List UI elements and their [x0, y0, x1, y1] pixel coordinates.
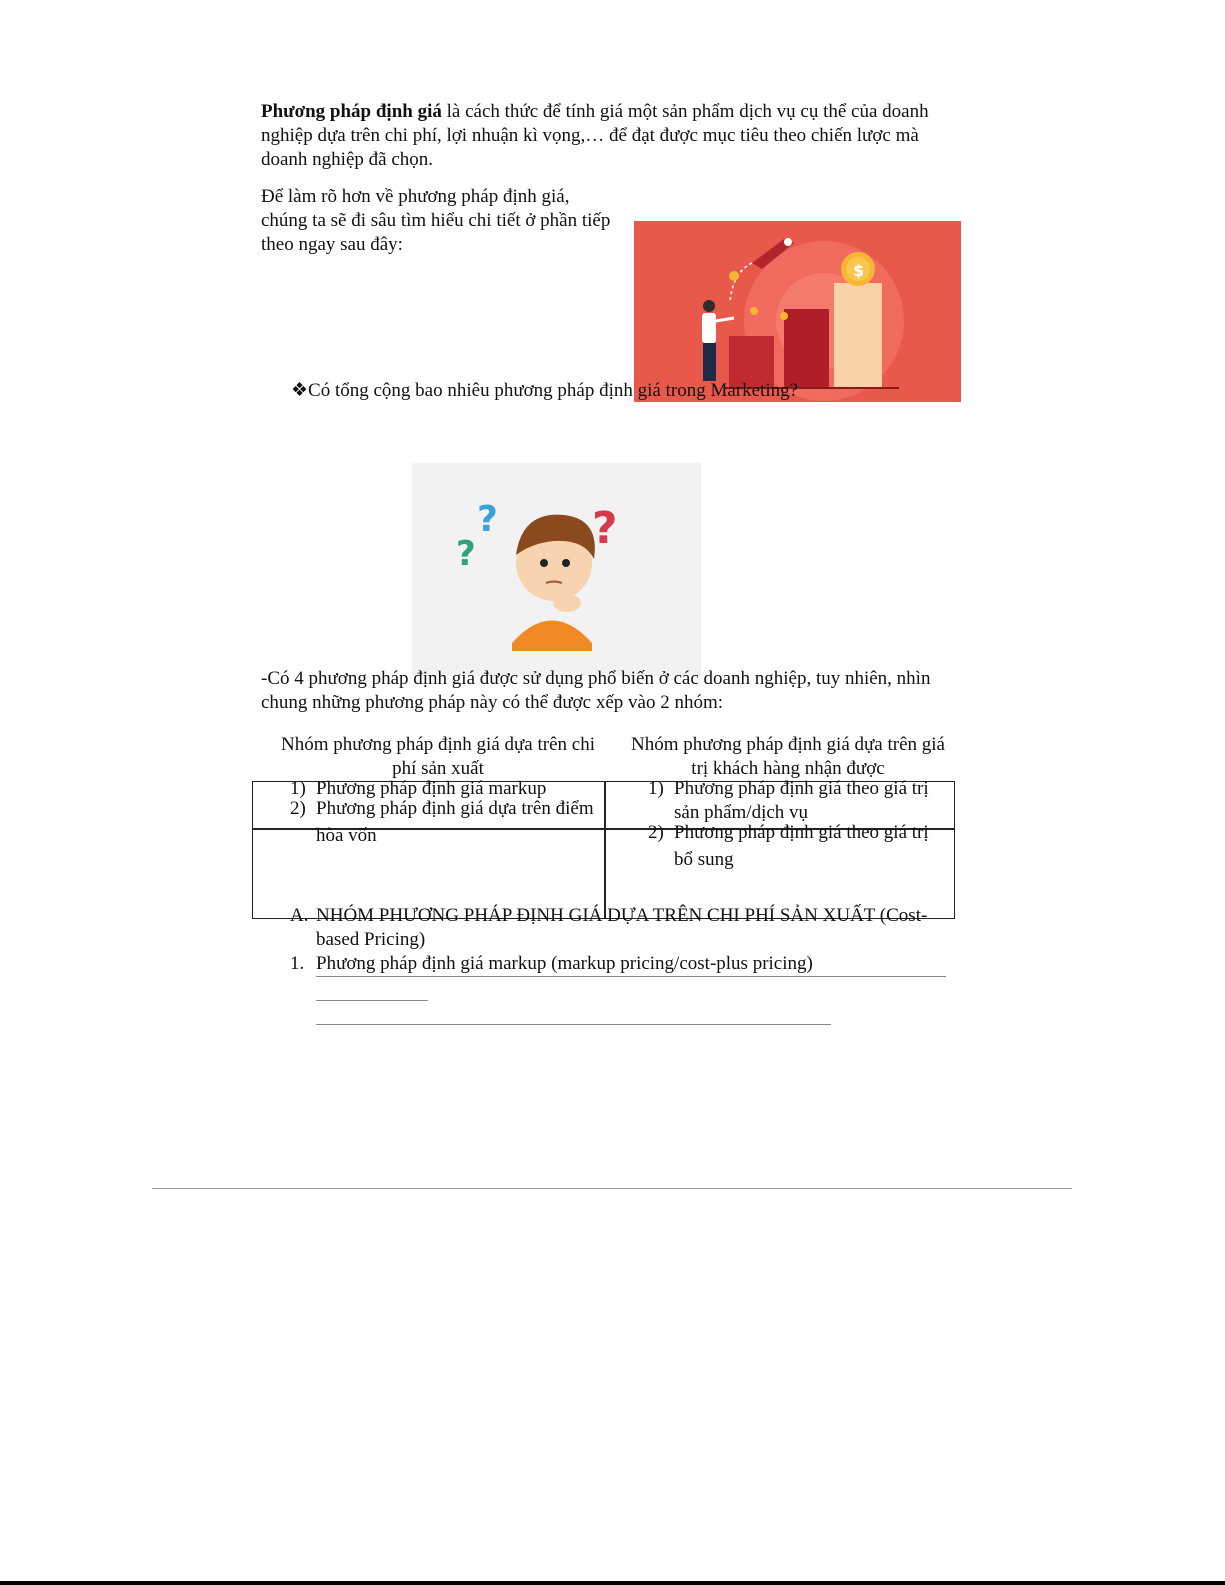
list-item-line-1: Phương pháp định giá dựa trên điểm	[316, 798, 594, 819]
numbered-item-1-text: Phương pháp định giá markup (markup pricing/cost-plus pricing)	[316, 953, 813, 974]
list-item-line-1: Phương pháp định giá theo giá trị	[674, 822, 929, 843]
question-line	[291, 379, 991, 403]
thinking-boy-illustration	[412, 463, 701, 676]
page-separator	[152, 1188, 1072, 1189]
answer-line-2: chung những phương pháp này có thể được xếp vào 2 nhóm:	[261, 692, 724, 713]
list-item-line-2: hòa vốn	[316, 825, 377, 846]
list-item-text: Phương pháp định giá markup	[316, 778, 547, 799]
svg-text:?: ?	[477, 499, 498, 540]
svg-text:?: ?	[592, 503, 618, 554]
answer-paragraph	[261, 667, 951, 715]
list-item-number: 2)	[290, 798, 306, 819]
list-item-line-1: Phương pháp định giá theo giá trị	[674, 778, 929, 799]
explain-paragraph	[261, 185, 631, 257]
list-item-number: 1)	[648, 778, 664, 799]
intro-line-3: doanh nghiệp đã chọn.	[261, 149, 434, 170]
numbered-item-1	[290, 952, 950, 976]
list-item	[290, 797, 610, 848]
thinking-person-icon	[412, 463, 701, 676]
diamond-bullet-icon: ❖	[291, 380, 309, 401]
underline-rule	[316, 1000, 428, 1001]
left-group-list	[290, 777, 610, 848]
section-a-text	[316, 904, 927, 952]
list-item-text	[316, 797, 594, 848]
section-a-line-2: based Pricing)	[316, 929, 426, 950]
explain-line-3: theo ngay sau đây:	[261, 234, 403, 255]
underline-rule	[316, 1024, 831, 1025]
section-a-heading	[290, 904, 950, 952]
left-group-header-line-2: phí sản xuất	[392, 758, 484, 779]
right-group-list	[648, 777, 948, 872]
list-item-text	[674, 821, 929, 872]
left-group-header	[268, 733, 608, 781]
explain-line-1: Để làm rõ hơn về phương pháp định giá,	[261, 186, 570, 207]
right-group-header-line-2: trị khách hàng nhận được	[691, 758, 885, 779]
intro-line-2: nghiệp dựa trên chi phí, lợi nhuận kì vọng,… để đạt được mục tiêu theo chiến lược mà	[261, 125, 919, 146]
intro-line-1	[261, 100, 951, 124]
list-item-number: 1)	[290, 778, 306, 799]
list-item-text	[674, 777, 929, 825]
svg-text:?: ?	[456, 534, 476, 574]
marketing-growth-illustration	[634, 221, 961, 402]
bottom-edge-bar	[0, 1581, 1225, 1585]
section-a-line-1: NHÓM PHƯƠNG PHÁP ĐỊNH GIÁ DỰA TRÊN CHI PHÍ SẢN XUẤT (Cost-	[316, 905, 928, 926]
answer-line-1: -Có 4 phương pháp định giá được sử dụng phổ biến ở các doanh nghiệp, tuy nhiên, nhìn	[261, 668, 931, 689]
right-group-header	[618, 733, 958, 781]
list-item	[648, 777, 948, 825]
question-text: Có tổng cộng bao nhiêu phương pháp định giá trong Marketing?	[308, 380, 799, 401]
list-item-line-2: sản phẩm/dịch vụ	[674, 802, 809, 823]
numbered-item-1-number: 1.	[290, 953, 305, 974]
section-a-label: A.	[290, 905, 309, 926]
intro-bold-term: Phương pháp định giá	[261, 101, 442, 122]
explain-line-2: chúng ta sẽ đi sâu tìm hiểu chi tiết ở phần tiếp	[261, 210, 611, 231]
list-item	[648, 821, 948, 872]
svg-text:$: $	[853, 261, 865, 280]
underline-rule	[316, 976, 946, 977]
right-group-header-line-1: Nhóm phương pháp định giá dựa trên giá	[630, 734, 945, 755]
intro-paragraph	[261, 100, 951, 172]
growth-chart-icon	[634, 221, 961, 402]
list-item-number: 2)	[648, 822, 664, 843]
list-item-line-2: bổ sung	[674, 849, 734, 870]
intro-line-1-rest: là cách thức để tính giá một sản phẩm dịch vụ cụ thể của doanh	[441, 101, 929, 122]
left-group-header-line-1: Nhóm phương pháp định giá dựa trên chi	[280, 734, 595, 755]
